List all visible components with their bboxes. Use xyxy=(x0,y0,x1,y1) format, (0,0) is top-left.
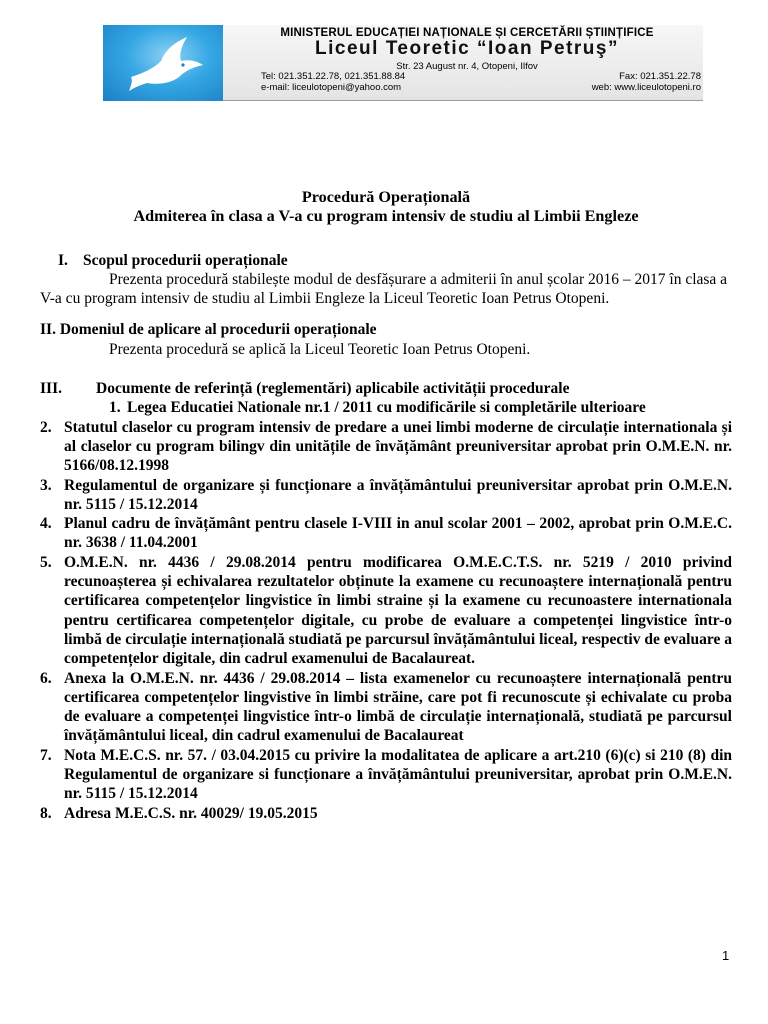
list-item: 7. Nota M.E.C.S. nr. 57. / 03.04.2015 cu privire la modalitatea de aplicare a art.210 (6)(c) si 210 (8) din Regulamentul de organizare si funcționare a învățământului preuniversitar, aprobat prin O.M.E.N. nr. 5115 / 15.12.2014 xyxy=(40,746,732,803)
list-item: 3. Regulamentul de organizare și funcționare a învățământului preuniversitar aprobat prin O.M.E.N. nr. 5115 / 15.12.2014 xyxy=(40,476,732,513)
section-2-text: Prezenta procedură se aplică la Liceul Teoretic Ioan Petrus Otopeni. xyxy=(109,340,531,358)
reference-item-1 xyxy=(40,398,732,417)
phone-text: Tel: 021.351.22.78, 021.351.88.84 xyxy=(261,71,406,82)
section-1-text: Prezenta procedură stabilește modul de desfășurare a admiterii în anul școlar 2016 – 2017 în clasa a V-a cu program intensiv de studiu al Limbii Engleze la Liceul Teoretic Ioan Petrus Otopeni. xyxy=(40,270,728,308)
section-1-title: Scopul procedurii operaționale xyxy=(83,251,288,269)
list-item: 6. Anexa la O.M.E.N. nr. 4436 / 29.08.2014 – lista examenelor cu recunoaștere internațională pentru certificarea competențelor lingvistive în limbi străine, care pot fi recunoscute și echivalate cu proba de evaluare a competenței lingvistice într-o limbă de circulație internațională, studiată pe parcursul învățământului liceal, din cadrul examenului de Bacalaureat xyxy=(40,669,732,745)
list-item: 8. Adresa M.E.C.S. nr. 40029/ 19.05.2015 xyxy=(40,804,318,822)
section-2-title: Domeniul de aplicare al procedurii operaționale xyxy=(59,321,377,339)
contact-web-row xyxy=(261,82,701,93)
reference-list xyxy=(40,418,732,823)
list-item: 4. Planul cadru de învățământ pentru clasele I-VIII in anul scolar 2001 – 2002, aprobat prin O.M.E.C. nr. 3638 / 11.04.2001 xyxy=(40,515,732,552)
document-body xyxy=(40,188,732,823)
contact-phone-row xyxy=(261,71,701,82)
list-item: 2. Statutul claselor cu program intensiv de predare a unei limbi moderne de circulație internationala și al claselor cu program bilingv din unitățile de învățământ preuniversitar aprobat prin O.M.E.N. nr. 5166/08.12.1998 xyxy=(40,418,732,475)
school-address: Str. 23 August nr. 4, Otopeni, Ilfov xyxy=(396,61,538,72)
section-3-number: III. xyxy=(40,380,62,398)
fax-text: Fax: 021.351.22.78 xyxy=(619,71,701,82)
section-2-number: II. xyxy=(40,321,56,339)
letterhead xyxy=(103,25,703,101)
reference-item-1-text: Legea Educatiei Nationale nr.1 / 2011 cu modificările si completările ulterioare xyxy=(127,399,646,417)
reference-item-1-number: 1. xyxy=(109,399,121,417)
document-title: Procedură Operațională xyxy=(301,188,471,206)
dove-logo-icon xyxy=(103,25,223,101)
page-number: 1 xyxy=(722,948,730,963)
document-subtitle: Admiterea în clasa a V-a cu program intensiv de studiu al Limbii Engleze xyxy=(133,207,639,226)
section-1-number: I. xyxy=(58,251,68,269)
section-2-heading xyxy=(40,320,732,339)
school-name: Liceul Teoretic “Ioan Petruş” xyxy=(315,38,619,59)
list-item: 5. O.M.E.N. nr. 4436 / 29.08.2014 pentru modificarea O.M.E.C.T.S. nr. 5219 / 2010 privind recunoașterea și echivalarea rezultatelor obținute la examene cu recunoaștere internațională pentru certificarea competențelor lingvistice în limbi straine și la examene cu recunoastere internationala pentru certificarea competențelor digitale, cu probe de evaluare a competenței lingvistice într-o limbă de circulație internațională studiată pe parcursul învățământului liceal, respectiv de evaluare a competențelor digitale, din cadrul examenului de Bacalaureat. xyxy=(40,553,732,668)
ministry-name: MINISTERUL EDUCAȚIEI NAȚIONALE ȘI CERCETĂRII ȘTIINȚIFICE xyxy=(280,27,654,39)
section-3-heading xyxy=(40,379,732,398)
web-text: web: www.liceulotopeni.ro xyxy=(591,82,701,93)
section-1-heading xyxy=(40,251,732,270)
email-text: e-mail: liceulotopeni@yahoo.com xyxy=(261,82,402,93)
section-3-title: Documente de referință (reglementări) aplicabile activității procedurale xyxy=(96,380,570,398)
